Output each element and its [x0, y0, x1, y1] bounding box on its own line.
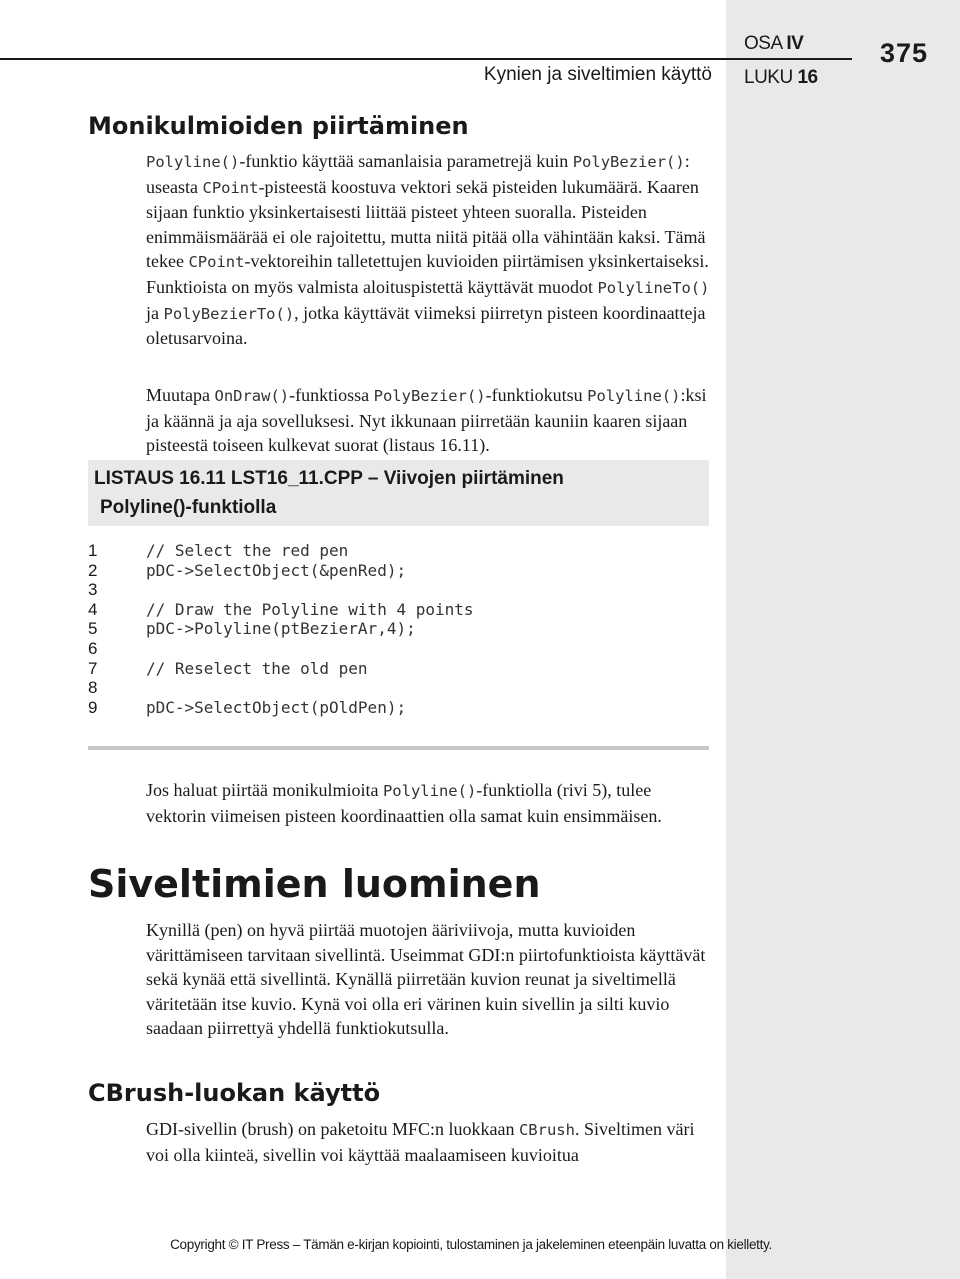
code-text: pDC->SelectObject(&penRed);	[146, 560, 407, 580]
text-run: Jos haluat piirtää monikulmioita	[146, 780, 383, 800]
paragraph-cbrush	[146, 1117, 711, 1167]
line-number: 8	[88, 678, 98, 698]
line-number: 7	[88, 658, 98, 678]
line-number: 4	[88, 599, 98, 619]
section-heading-polygons: Monikulmioiden piirtäminen	[88, 112, 469, 140]
line-number: 2	[88, 560, 98, 580]
code-line	[88, 580, 709, 600]
inline-code: Polyline()	[146, 153, 240, 171]
inline-code: PolylineTo()	[597, 278, 710, 297]
inline-code: PolyBezier()	[373, 387, 486, 405]
margin-sidebar	[726, 0, 960, 1279]
code-line	[88, 561, 709, 581]
code-line	[88, 698, 709, 718]
section-heading-cbrush: CBrush-luokan käyttö	[88, 1079, 381, 1107]
code-text: // Draw the Polyline with 4 points	[146, 599, 474, 619]
text-run: GDI-sivellin (brush) on paketoitu MFC:n luokkaan	[146, 1119, 519, 1139]
listing-caption	[88, 460, 709, 526]
code-text: // Reselect the old pen	[146, 658, 368, 678]
running-title: Kynien ja siveltimien käyttö	[483, 64, 712, 85]
line-number: 6	[88, 638, 98, 658]
page-number: 375	[880, 38, 929, 68]
listing-title: LISTAUS 16.11 LST16_11.CPP – Viivojen piirtäminen	[94, 468, 564, 489]
inline-code: CPoint	[188, 253, 245, 272]
code-line	[88, 619, 709, 639]
section-heading-brushes: Siveltimien luominen	[88, 862, 541, 906]
line-number: 5	[88, 619, 98, 639]
part-label: OSA IV	[744, 33, 804, 54]
paragraph-modify-ondraw	[146, 383, 711, 458]
inline-code: PolyBezierTo()	[163, 304, 295, 323]
code-line	[88, 600, 709, 620]
text-run: :ksi ja käännä ja aja sovelluksesi. Nyt ikkunaan piirretään kauniin kaaren sijaan pisteestä toiseen kulkevat suorat (listaus 16.11).	[146, 385, 707, 456]
chapter-label: LUKU 16	[744, 67, 818, 88]
text-run: -funktiolla (rivi 5), tulee vektorin viimeisen pisteen koordinaattien olla samat kuin ensimmäisen.	[146, 780, 662, 826]
text-run: , jotka käyttävät viimeksi piirretyn pisteen koordinaatteja oletusarvoina.	[146, 302, 706, 349]
line-number: 1	[88, 541, 98, 560]
code-line	[88, 541, 709, 561]
copyright-footer: Copyright © IT Press – Tämän e-kirjan kopiointi, tulostaminen ja jakeleminen eteenpäin luvatta on kielletty.	[170, 1237, 772, 1252]
text-run: . Siveltimen väri voi olla kiinteä, sivellin voi käyttää maalaamiseen kuvioitua	[146, 1119, 695, 1165]
code-listing	[88, 541, 709, 717]
paragraph-polyline-intro	[146, 149, 711, 351]
code-line	[88, 639, 709, 659]
text-run: -funktiossa	[289, 385, 374, 405]
code-line	[88, 659, 709, 679]
paragraph-brushes: Kynillä (pen) on hyvä piirtää muotojen ääriviivoja, mutta kuvioiden värittämiseen tarvitaan sivellintä. Useimmat GDI:n piirtofunktioista käyttävät sekä kynää että sivellintä. Kynällä piirretään kuvion reunat ja siveltimellä väritetään itse kuvio. Kynä voi olla eri värinen kuin sivellin ja silti kuvio saadaan piirrettyä yhdellä funktiokutsulla.	[146, 920, 706, 1039]
text-run: -funktio käyttää samanlaisia parametrejä kuin	[239, 151, 573, 171]
inline-code: PolyBezier()	[572, 153, 685, 171]
inline-code: OnDraw()	[214, 387, 290, 405]
inline-code: CPoint	[202, 178, 259, 197]
line-number: 9	[88, 697, 98, 717]
inline-code: Polyline()	[587, 387, 681, 405]
text-run: ja	[146, 302, 164, 323]
inline-code: Polyline()	[382, 782, 477, 800]
code-text: // Select the red pen	[146, 541, 349, 560]
listing-end-rule	[88, 746, 709, 750]
text-run: -funktiokutsu	[485, 385, 588, 405]
line-number: 3	[88, 580, 98, 600]
code-text: pDC->SelectObject(pOldPen);	[146, 697, 407, 717]
code-text: pDC->Polyline(ptBezierAr,4);	[146, 619, 416, 639]
inline-code: CBrush	[518, 1121, 575, 1139]
listing-subtitle: Polyline()-funktiolla	[100, 497, 277, 518]
text-run: Muutapa	[146, 385, 215, 405]
text-run: -pisteestä koostuva vektori sekä pisteiden lukumäärä. Kaaren sijaan funktio yksinkertaisesti liittää pisteet yhteen suoralla. Pisteiden enimmäismäärää ei ole rajoitettu, mutta niitä pitää olla vähintään kaksi. Tämä tekee	[146, 176, 706, 272]
paragraph-after-listing	[146, 778, 711, 828]
text-run: -vektoreihin talletettujen kuvioiden piirtämisen yksinkertaiseksi. Funktioista on myös valmista aloituspistettä käyttävät muodot	[146, 251, 709, 297]
text-run: : useasta	[146, 151, 690, 197]
code-line	[88, 678, 709, 698]
header-rule	[0, 58, 852, 60]
